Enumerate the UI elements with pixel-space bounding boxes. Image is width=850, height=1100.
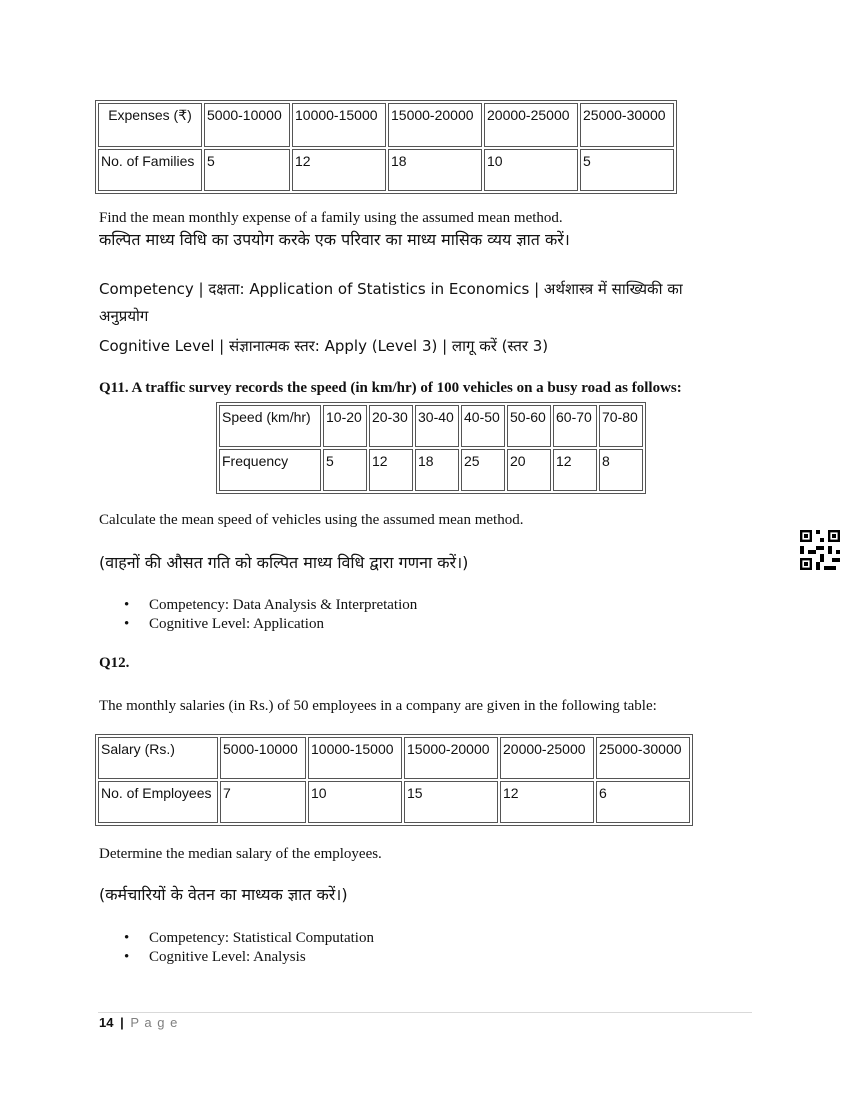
q10-instruction-hi: कल्पित माध्य विधि का उपयोग करके एक परिवार का माध्य मासिक व्यय ज्ञात करें।: [99, 230, 570, 249]
q12-heading: Q12.: [99, 655, 130, 671]
q12-instruction-en: Determine the median salary of the employees.: [99, 846, 382, 862]
table-cell: No. of Families: [98, 149, 202, 191]
table-row: [219, 405, 643, 447]
speed-table: [216, 402, 646, 494]
q12-bullets: [99, 929, 374, 967]
table-cell: 20000-25000: [500, 737, 594, 779]
table-cell: 60-70: [553, 405, 597, 447]
table-cell: 10000-15000: [308, 737, 402, 779]
table-cell: 25000-30000: [596, 737, 690, 779]
list-item: • Competency: Statistical Computation: [99, 929, 374, 948]
table-cell: 12: [292, 149, 386, 191]
list-item: • Cognitive Level: Analysis: [99, 948, 374, 967]
q11-bullets: [99, 596, 417, 634]
table-cell: No. of Employees: [98, 781, 218, 823]
q10-instruction-en: Find the mean monthly expense of a family using the assumed mean method.: [99, 210, 563, 226]
page-number: 14: [99, 1015, 114, 1030]
table-cell: 7: [220, 781, 306, 823]
q10-competency: Competency | दक्षता: Application of Statistics in Economics | अर्थशास्त्र में साख्यिकी का: [99, 280, 683, 298]
table-cell: 20: [507, 449, 551, 491]
table-cell: 20000-25000: [484, 103, 578, 147]
table-cell: 25: [461, 449, 505, 491]
footer-separator: |: [120, 1015, 124, 1030]
table-cell: 15000-20000: [388, 103, 482, 147]
q11-heading: Q11. A traffic survey records the speed (in km/hr) of 100 vehicles on a busy road as follows:: [99, 380, 682, 396]
table-cell: 12: [369, 449, 413, 491]
salary-table: [95, 734, 693, 826]
table-cell: 50-60: [507, 405, 551, 447]
table-cell: 5000-10000: [204, 103, 290, 147]
table-cell: 18: [388, 149, 482, 191]
table-cell: 5: [580, 149, 674, 191]
table-cell: 18: [415, 449, 459, 491]
q12-intro: The monthly salaries (in Rs.) of 50 employees in a company are given in the following table:: [99, 698, 657, 714]
table-cell: 20-30: [369, 405, 413, 447]
table-cell: 8: [599, 449, 643, 491]
table-cell: 40-50: [461, 405, 505, 447]
page-label: P a g e: [130, 1015, 179, 1030]
table-row: [98, 737, 690, 779]
table-cell: Salary (Rs.): [98, 737, 218, 779]
table-cell: 10-20: [323, 405, 367, 447]
q11-instruction-en: Calculate the mean speed of vehicles using the assumed mean method.: [99, 512, 524, 528]
table-cell: 12: [553, 449, 597, 491]
table-cell: 70-80: [599, 405, 643, 447]
page-footer: [99, 1015, 178, 1030]
table-cell: 30-40: [415, 405, 459, 447]
table-cell: Speed (km/hr): [219, 405, 321, 447]
table-cell: 6: [596, 781, 690, 823]
table-cell: 25000-30000: [580, 103, 674, 147]
table-row: [98, 103, 674, 147]
q11-instruction-hi: (वाहनों की औसत गति को कल्पित माध्य विधि द्वारा गणना करें।): [99, 553, 469, 572]
table-cell: 5: [204, 149, 290, 191]
list-item: • Competency: Data Analysis & Interpretation: [99, 596, 417, 615]
qr-code-icon: [800, 530, 840, 570]
table-cell: 5000-10000: [220, 737, 306, 779]
table-cell: Frequency: [219, 449, 321, 491]
table-row: [98, 149, 674, 191]
footer-divider: [98, 1012, 752, 1013]
table-cell: 10: [484, 149, 578, 191]
q10-cognitive-level: Cognitive Level | संज्ञानात्मक स्तर: Apply (Level 3) | लागू करें (स्तर 3): [99, 337, 549, 355]
q10-competency-cont: अनुप्रयोग: [99, 307, 149, 325]
list-item: • Cognitive Level: Application: [99, 615, 417, 634]
table-cell: 15: [404, 781, 498, 823]
table-cell: 12: [500, 781, 594, 823]
table-cell: 5: [323, 449, 367, 491]
q12-instruction-hi: (कर्मचारियों के वेतन का माध्यक ज्ञात करें।): [99, 885, 348, 904]
table-cell: 10: [308, 781, 402, 823]
table-row: [219, 449, 643, 491]
expenses-table: [95, 100, 677, 194]
table-row: [98, 781, 690, 823]
table-cell: Expenses (₹): [98, 103, 202, 147]
table-cell: 15000-20000: [404, 737, 498, 779]
table-cell: 10000-15000: [292, 103, 386, 147]
